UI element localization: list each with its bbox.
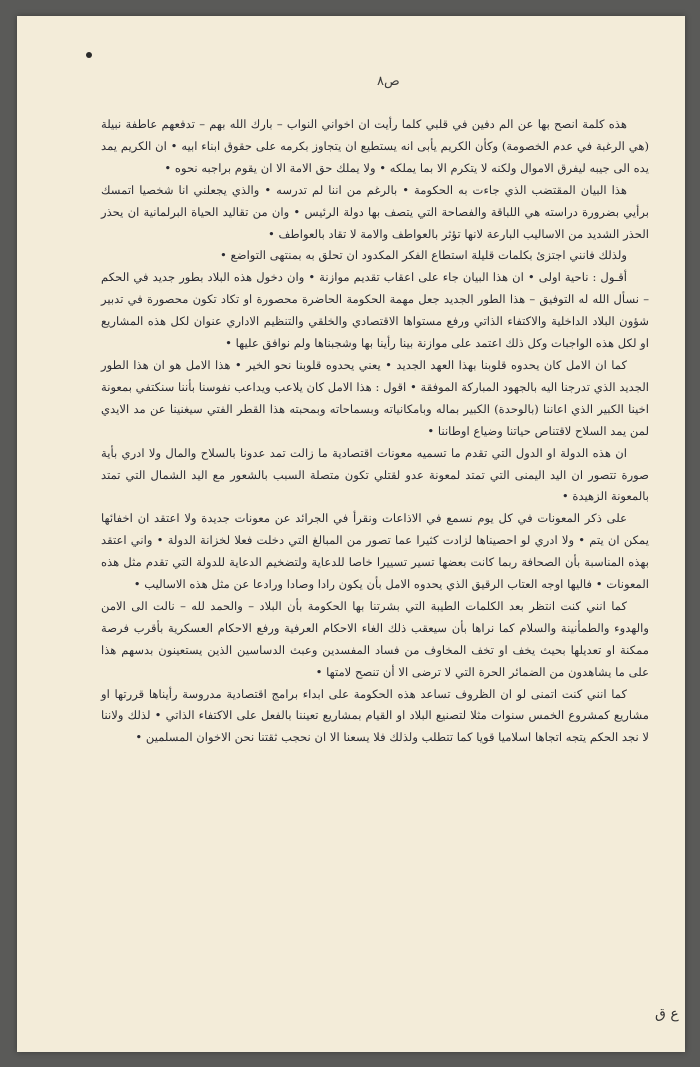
- footer-initials: ع ق: [655, 1006, 679, 1022]
- page-number: ص٨: [377, 74, 400, 89]
- paragraph-7: على ذكر المعونات في كل يوم نسمع في الاذاعات ونقرأ في الجرائد عن معونات جديدة ولا اعتقد ان اخفائها يمكن ان يتم • ولا ادري لو احصيناها لزادت كثيرا عما تصور من المبالغ التي دخلت فعلا لخزانة الدولة • واني اعتقد بهذه المناسبة بأن الصحافة ربما كانت بعضها تسير تسييرا خاصا للدعاية ولتضخيم الدعاية للدولة التي تقدم مثل هذه المعونات • فاليها اوجه العتاب الرقيق الذي يحدوه الامل بأن يكون رادا وصادا ورادعا عن مثل هذه الاساليب •: [101, 511, 649, 592]
- paragraph-6: ان هذه الدولة او الدول التي تقدم ما تسميه معونات اقتصادية ما زالت تمد عدونا بالسلاح والمال ولا ادري بأية صورة تتصور ان اليد اليمنى التي تمتد لمعونة عدو لقتلي تكون متصلة السبب بالشعور مع اليد الشمال التي تمتد بالمعونة الزهيدة •: [101, 445, 649, 504]
- paragraph-2: هذا البيان المقتضب الذي جاءت به الحكومة • بالرغم من اننا لم تدرسه • والذي يجعلني انا شخصيا اتمسك برأيي بضرورة دراسته هي اللباقة والفصاحة التي يتصف بها دولة الرئيس • وان من تقاليد الحياة البرلمانية ان يحذر الحذر الشديد من الاساليب البارعة لانها تؤثر بالعواطف والامة لا تقاد بالعواطف •: [101, 182, 649, 241]
- paragraph-1: هذه كلمة انصح بها عن الم دفين في قلبي كلما رأيت ان اخواني النواب – بارك الله بهم – تدفعهم عاطفة نبيلة (هي الرغبة في عدم الخصومة) وكأن الكريم يأبى انه يستطيع ان يتجاوز بكرمه على حقوق ابناء ابيه • ان الكريم يمد يده الى جيبه ليفرق الاموال ولكنه لا يتكرم الا بما يملكه • ولا يملك حق الامة الا ان يقوم براجبه نحوه •: [101, 117, 649, 175]
- punch-hole: [86, 52, 92, 58]
- paragraph-8: كما انني كنت انتظر بعد الكلمات الطيبة التي بشرتنا بها الحكومة بأن البلاد – والحمد لله – نالت الى الامن والهدوء والطمأنينة والسلام كما نراها بأن سيعقب ذلك الغاء الاحكام العرفية ورفع الاحكام العسكرية بأقرب فرصة ممكنة او تعديلها بحيث يخف او تخف المخاوف من فساد المفسدين وعبث الدساسين الذين يستعينون بدسهم هذا على ما يشاهدون من الضمائر الحرة التي لا ترضى الا أن تنصح لامتها •: [101, 598, 649, 679]
- paragraph-5: كما ان الامل كان يحدوه قلوبنا بهذا العهد الجديد • يعني يحدوه قلوبنا نحو الخير • هذا الامل هو ان هذا الطور الجديد الذي تدرجنا اليه بالجهود المباركة الموفقة • اقول : هذا الامل كان يلاعب ويداعب نفوسنا بأننا سنكتفي بمعونة اخينا الكبير الذي اعاننا (بالوحدة) الكبير بماله وبامكانياته وبسماحاته وبمحبته هذا القطر الفتي سيغنينا عن مد الايدي لمن يمد السلاح لاقتناص حياتنا وضياع اوطاننا •: [101, 357, 649, 438]
- speech-body: [101, 114, 649, 749]
- paragraph-3: ولذلك فانني اجتزئ بكلمات قليلة استطاع الفكر المكدود ان تحلق به بمنتهى التواضع •: [220, 248, 627, 263]
- document-page: [17, 16, 685, 1052]
- paragraph-4: أقـول : ناحية اولى • ان هذا البيان جاء على اعقاب تقديم موازنة • وان دخول هذه البلاد بطور جديد في الحكم – نسأل الله له التوفيق – هذا الطور الجديد جعل مهمة الحكومة الحاضرة محصورة او تكاد تكون محصورة في تدبير شؤون البلاد الداخلية والاكتفاء الذاتي ورفع مستواها الاقتصادي والخلقي والتنظيم الاداري عنوان لكل هذه المشاريع او لكل هذه الواجبات وكل ذلك اعتمد على موازنة بينا رأينا بها وشجبناها ولم نوافق عليها •: [101, 270, 649, 351]
- paragraph-9: كما انني كنت اتمنى لو ان الظروف تساعد هذه الحكومة على ابداء برامج اقتصادية مدروسة رأيناها قررتها او مشاريع كمشروع الخمس سنوات مثلا لتصنيع البلاد او القيام بمشاريع تعيننا بالفعل على الاكتفاء الذاتي • لذلك ولاننا لا نجد الحكم يتجه اتجاها اسلاميا قويا كما تتطلب ولذلك فلا يسعنا الا ان نحجب ثقتنا نحن الاخوان المسلمين •: [101, 686, 649, 745]
